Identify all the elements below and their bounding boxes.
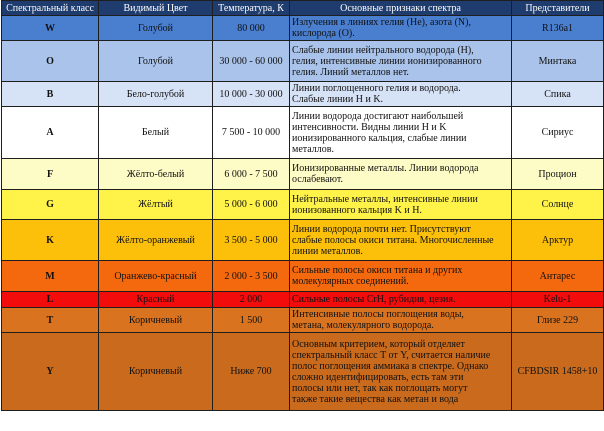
feature-line: металлов. xyxy=(292,143,334,155)
spectrum-features-cell xyxy=(290,261,512,292)
temperature-cell: 5 000 - 6 000 xyxy=(213,190,290,220)
temperature-cell: 6 000 - 7 500 xyxy=(213,159,290,190)
table-row xyxy=(2,190,604,220)
header-representatives: Представители xyxy=(512,1,604,16)
feature-line: Ионизированные металлы. Линии водорода xyxy=(292,163,479,174)
feature-line: кислорода (O). xyxy=(292,28,355,39)
temperature-cell: 10 000 - 30 000 xyxy=(213,82,290,107)
representative-cell: Kelu-1 xyxy=(512,292,604,308)
temperature-cell: 80 000 xyxy=(213,16,290,41)
table-row xyxy=(2,82,604,107)
spectral-class-cell: L xyxy=(2,292,99,308)
spectral-class-cell: A xyxy=(2,107,99,159)
spectrum-features-cell xyxy=(290,82,512,107)
feature-line: ионизованного кальция K и H. xyxy=(292,204,422,216)
representative-cell: Арктур xyxy=(512,220,604,261)
feature-line: слабые полосы окиси титана. Многочисленные xyxy=(292,234,494,246)
feature-line: Интенсивные полосы поглощения воды, xyxy=(292,309,464,320)
feature-line: Излучения в линиях гелия (He), азота (N), xyxy=(292,17,471,28)
temperature-cell: 1 500 xyxy=(213,308,290,333)
feature-line: Нейтральные металлы, интенсивные линии xyxy=(292,193,478,205)
feature-line: сложно идентифицировать, есть там эти xyxy=(292,371,464,383)
table-row xyxy=(2,220,604,261)
spectrum-features-cell xyxy=(290,292,512,308)
temperature-cell: 3 500 - 5 000 xyxy=(213,220,290,261)
temperature-cell: 2 000 xyxy=(213,292,290,308)
visible-color-cell: Коричневый xyxy=(99,333,213,411)
feature-line: Сильные полосы окиси титана и других xyxy=(292,265,463,276)
spectral-class-cell: G xyxy=(2,190,99,220)
table-row xyxy=(2,292,604,308)
feature-line: Линии водорода достигают наибольшей xyxy=(292,110,464,122)
feature-line: линии металлов. xyxy=(292,245,363,257)
visible-color-cell: Жёлто-оранжевый xyxy=(99,220,213,261)
table-row xyxy=(2,41,604,82)
visible-color-cell: Красный xyxy=(99,292,213,308)
visible-color-cell: Жёлтый xyxy=(99,190,213,220)
representative-cell: Солнце xyxy=(512,190,604,220)
feature-line: Слабые линии H и K. xyxy=(292,94,384,105)
spectral-class-cell: M xyxy=(2,261,99,292)
spectral-class-cell: T xyxy=(2,308,99,333)
header-color: Видимый Цвет xyxy=(99,1,213,16)
table-body xyxy=(2,16,604,411)
spectral-class-cell: K xyxy=(2,220,99,261)
representative-cell: Спика xyxy=(512,82,604,107)
spectrum-features-cell xyxy=(290,333,512,411)
feature-line: полос поглощения аммиака в спектре. Однако xyxy=(292,360,489,372)
feature-line: ослабевают. xyxy=(292,174,343,185)
visible-color-cell: Бело-голубой xyxy=(99,82,213,107)
table-row xyxy=(2,308,604,333)
spectral-class-cell: F xyxy=(2,159,99,190)
header-row xyxy=(2,1,604,16)
representative-cell: Процион xyxy=(512,159,604,190)
feature-line: Основным критерием, который отделяет xyxy=(292,338,465,350)
visible-color-cell: Белый xyxy=(99,107,213,159)
header-temperature: Температура, К xyxy=(213,1,290,16)
visible-color-cell: Оранжево-красный xyxy=(99,261,213,292)
spectrum-features-cell xyxy=(290,308,512,333)
visible-color-cell: Жёлто-белый xyxy=(99,159,213,190)
feature-line: Линии водорода почти нет. Присутствуют xyxy=(292,223,471,235)
spectrum-features-cell xyxy=(290,16,512,41)
feature-line: Сильные полосы CrH, рубидия, цезия. xyxy=(292,294,456,305)
feature-line: спектральный класс T от Y, считается наличие xyxy=(292,349,491,361)
spectral-class-cell: B xyxy=(2,82,99,107)
feature-line: Слабые линии нейтрального водорода (H), xyxy=(292,44,474,56)
table-row xyxy=(2,159,604,190)
feature-line: молекулярных соединений. xyxy=(292,276,409,287)
temperature-cell: 7 500 - 10 000 xyxy=(213,107,290,159)
feature-line: также такие вещества как метан и вода xyxy=(292,393,459,405)
temperature-cell: Ниже 700 xyxy=(213,333,290,411)
temperature-cell: 2 000 - 3 500 xyxy=(213,261,290,292)
spectrum-features-cell xyxy=(290,190,512,220)
table-row xyxy=(2,333,604,411)
feature-line: интенсивности. Видны линии H и K xyxy=(292,121,447,133)
header-features: Основные признаки спектра xyxy=(290,1,512,16)
table-row xyxy=(2,107,604,159)
feature-line: Линии поглощенного гелия и водорода. xyxy=(292,83,461,94)
representative-cell: CFBDSIR 1458+10 xyxy=(512,333,604,411)
representative-cell: R136a1 xyxy=(512,16,604,41)
table-row xyxy=(2,16,604,41)
representative-cell: Минтака xyxy=(512,41,604,82)
feature-line: гелия. Линий металлов нет. xyxy=(292,66,409,78)
spectral-class-cell: Y xyxy=(2,333,99,411)
header-class: Спектральный класс xyxy=(2,1,99,16)
spectrum-features-cell xyxy=(290,159,512,190)
temperature-cell: 30 000 - 60 000 xyxy=(213,41,290,82)
spectral-class-cell: W xyxy=(2,16,99,41)
feature-line: гелия, интенсивные линии ионизированного xyxy=(292,55,482,67)
visible-color-cell: Коричневый xyxy=(99,308,213,333)
spectral-class-cell: O xyxy=(2,41,99,82)
spectrum-features-cell xyxy=(290,41,512,82)
feature-line: метана, молекулярного водорода. xyxy=(292,320,434,331)
visible-color-cell: Голубой xyxy=(99,16,213,41)
spectral-class-table xyxy=(1,0,604,411)
spectrum-features-cell xyxy=(290,107,512,159)
representative-cell: Сириус xyxy=(512,107,604,159)
table-row xyxy=(2,261,604,292)
representative-cell: Антарес xyxy=(512,261,604,292)
feature-line: полосы или нет, так как поглощать могут xyxy=(292,382,468,394)
spectrum-features-cell xyxy=(290,220,512,261)
feature-line: ионизированного кальция, слабые линии xyxy=(292,132,467,144)
visible-color-cell: Голубой xyxy=(99,41,213,82)
representative-cell: Глизе 229 xyxy=(512,308,604,333)
